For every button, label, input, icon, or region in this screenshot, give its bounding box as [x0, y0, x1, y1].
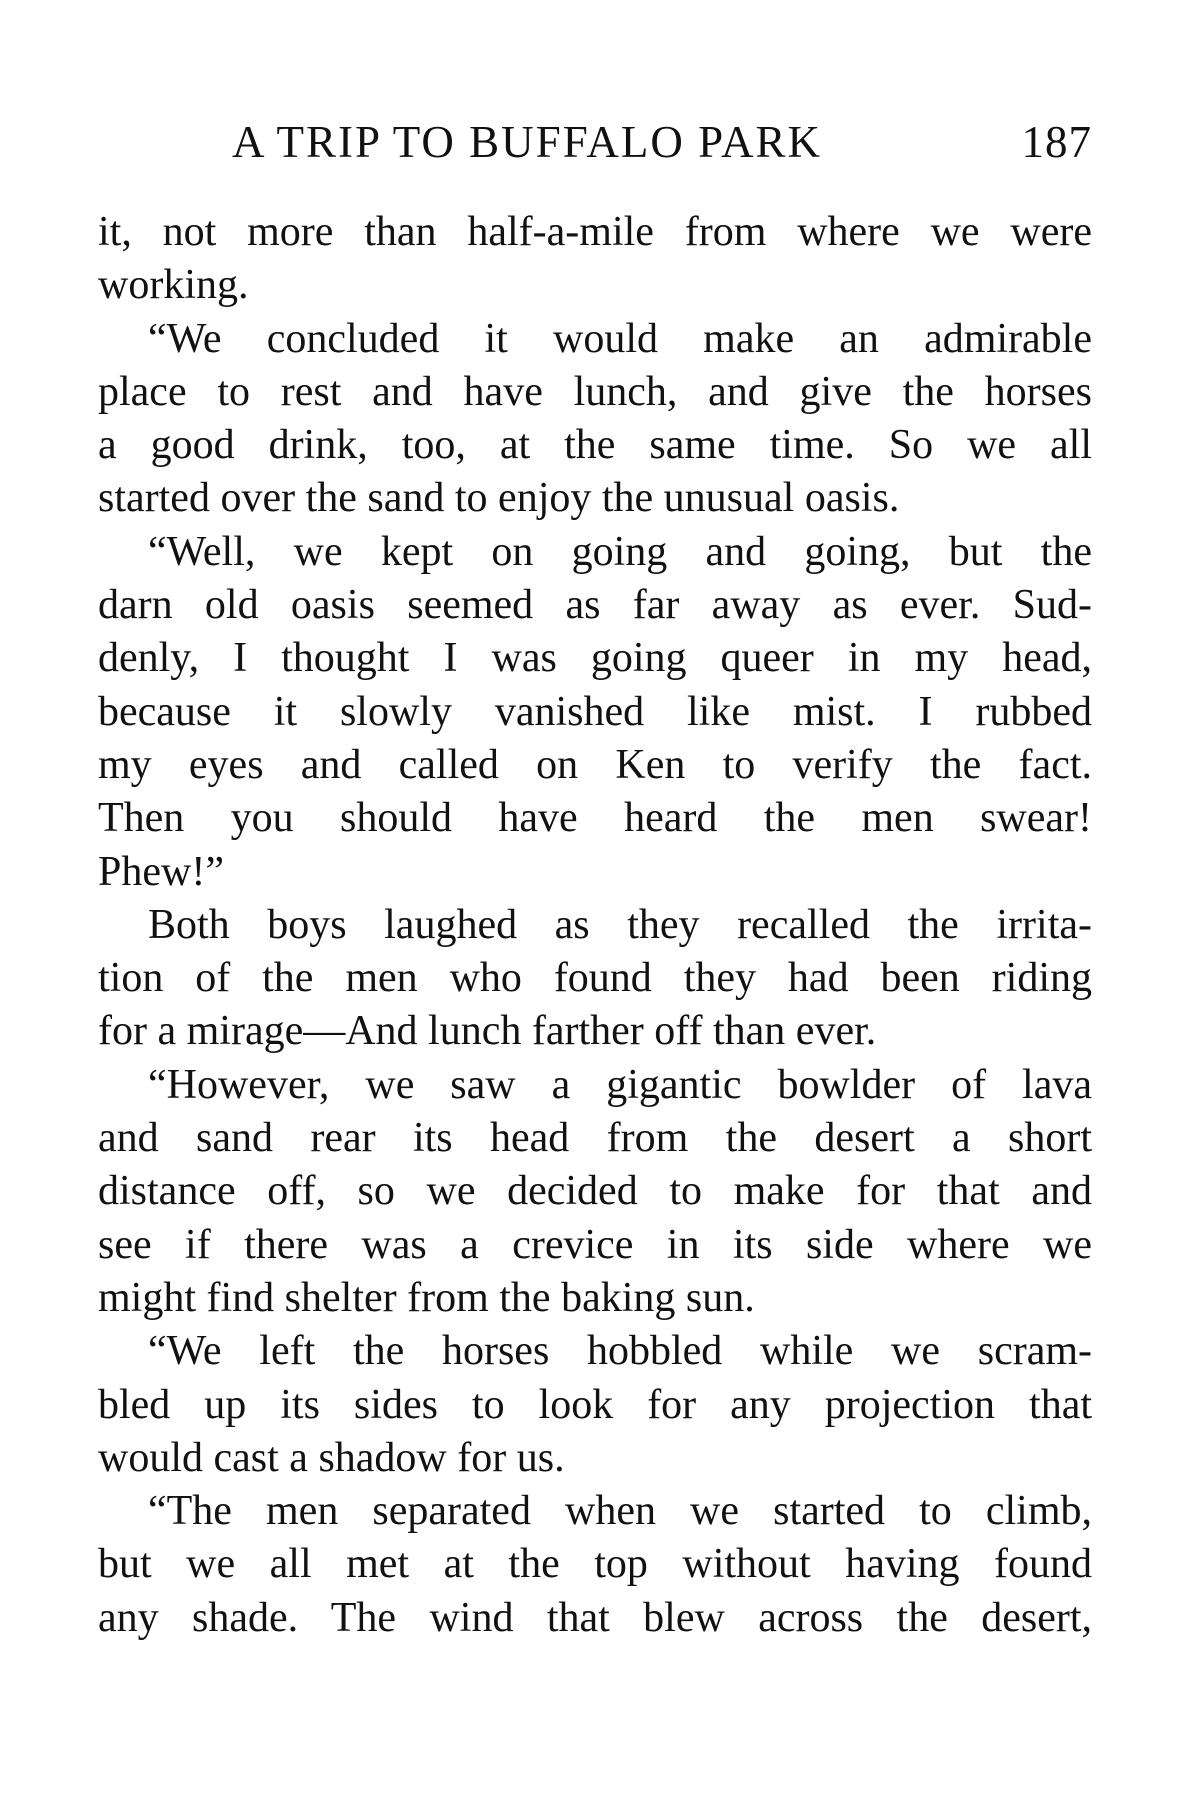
- text-line: it, not more than half-a-mile from where we were: [98, 209, 1092, 255]
- page-header: [232, 112, 1092, 172]
- text-line: Phew!”: [98, 848, 224, 895]
- text-line: but we all met at the top without having found: [98, 1541, 1092, 1588]
- text-line: “We concluded it would make an admirable: [148, 315, 1092, 362]
- running-title: A TRIP TO BUFFALO PARK: [232, 117, 823, 167]
- text-line: my eyes and called on Ken to verify the fact.: [98, 741, 1092, 788]
- text-line: tion of the men who found they had been riding: [98, 955, 1092, 1002]
- text-line: “However, we saw a gigantic bowlder of lava: [148, 1061, 1092, 1108]
- text-line: denly, I thought I was going queer in my head,: [98, 635, 1092, 682]
- text-line: because it slowly vanished like mist. I rubbed: [98, 688, 1092, 735]
- text-line: any shade. The wind that blew across the desert,: [98, 1594, 1092, 1641]
- text-line: and sand rear its head from the desert a short: [98, 1115, 1092, 1162]
- body-text: [98, 206, 1092, 1645]
- text-line: Both boys laughed as they recalled the irrita-: [148, 901, 1092, 948]
- text-line: see if there was a crevice in its side where we: [98, 1221, 1092, 1268]
- text-line: darn old oasis seemed as far away as ever. Sud-: [98, 582, 1092, 629]
- text-line: for a mirage—And lunch farther off than ever.: [98, 1008, 877, 1055]
- text-line: working.: [98, 262, 249, 309]
- text-line: “Well, we kept on going and going, but the: [148, 528, 1092, 575]
- text-line: “We left the horses hobbled while we scram-: [148, 1328, 1092, 1375]
- text-line: place to rest and have lunch, and give the horses: [98, 368, 1092, 415]
- text-line: bled up its sides to look for any projection that: [98, 1381, 1092, 1428]
- text-line: distance off, so we decided to make for that and: [98, 1168, 1092, 1215]
- page-number: 187: [1021, 117, 1092, 167]
- text-line: a good drink, too, at the same time. So we all: [98, 422, 1092, 469]
- text-line: started over the sand to enjoy the unusual oasis.: [98, 475, 900, 522]
- text-line: “The men separated when we started to climb,: [148, 1488, 1092, 1535]
- text-line: Then you should have heard the men swear!: [98, 795, 1092, 842]
- text-line: would cast a shadow for us.: [98, 1434, 565, 1481]
- text-line: might find shelter from the baking sun.: [98, 1274, 755, 1321]
